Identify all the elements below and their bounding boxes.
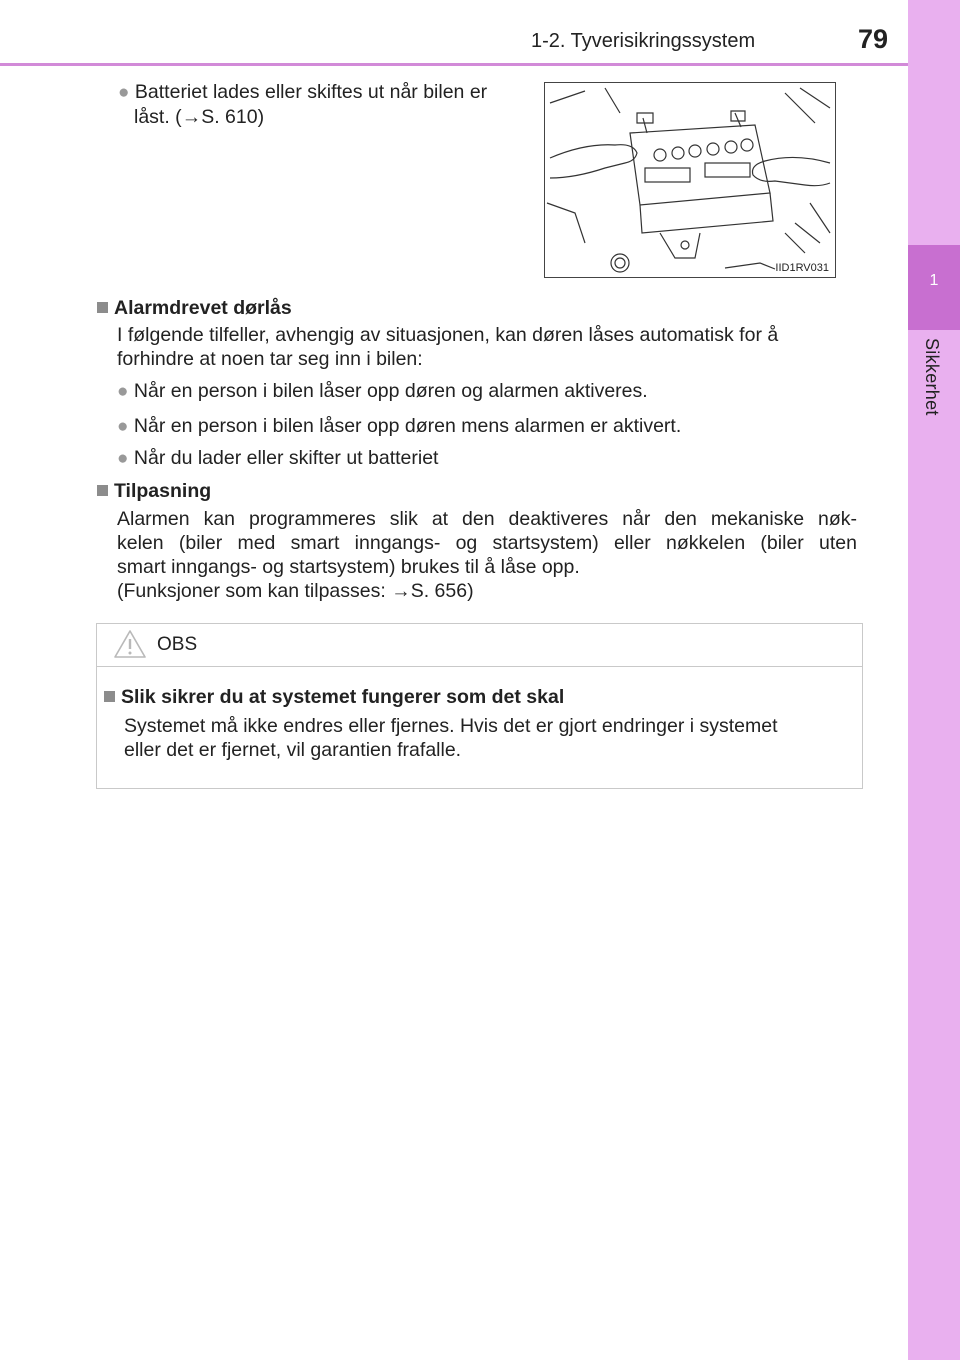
intro-line1: Batteriet lades eller skiftes ut når bilen er [134, 81, 488, 103]
arrow-icon: → [181, 106, 202, 128]
intro-line2: låst. ( [134, 106, 182, 128]
notice-body [124, 714, 854, 762]
chapter-side-tab [908, 0, 960, 1360]
bullet-icon: ● [117, 448, 129, 469]
notice-line2: eller det er fjernet, vil garantien frafalle. [124, 739, 462, 761]
page-number: 79 [858, 24, 889, 54]
notice-line1: Systemet må ikke endres eller fjernes. Hvis det er gjort endringer i systemet [124, 715, 778, 737]
notice-box [96, 623, 863, 789]
section-header: 1-2. Tyverisikringssystem [531, 30, 756, 52]
list-item [117, 414, 681, 439]
list-item [117, 379, 648, 404]
battery-illustration [544, 82, 836, 278]
bullet-icon: ● [118, 82, 130, 103]
list-item-text: Når en person i bilen låser opp døren mens alarmen er aktivert. [133, 415, 682, 437]
custom-line4-prefix: (Funksjoner som kan tilpasses: [117, 580, 392, 602]
section-alarm-body [117, 323, 857, 371]
warning-triangle-icon [113, 628, 147, 660]
notice-header [97, 624, 862, 667]
chapter-title: Sikkerhet [922, 338, 942, 416]
list-item-text: Når en person i bilen låser opp døren og alarmen aktiveres. [133, 380, 648, 402]
header-divider [0, 63, 908, 66]
square-bullet-icon [104, 691, 115, 702]
section-custom-body [117, 507, 857, 603]
custom-line4 [117, 579, 857, 603]
square-bullet-icon [97, 302, 108, 313]
intro-bullet [118, 80, 538, 129]
custom-line2: kelen (biler med smart inngangs- og startsystem) eller nøkkelen (biler uten [117, 532, 857, 554]
bullet-icon: ● [117, 381, 129, 402]
square-bullet-icon [97, 485, 108, 496]
section-alarm-title-text: Alarmdrevet dørlås [114, 297, 292, 319]
custom-line1: Alarmen kan programmeres slik at den deaktiveres når den mekaniske nøk- [117, 508, 857, 530]
list-item-text: Når du lader eller skifter ut batteriet [133, 447, 439, 469]
notice-title-text: Slik sikrer du at systemet fungerer som det skal [121, 686, 565, 708]
figure-code: IID1RV031 [775, 262, 829, 274]
section-alarm-title [97, 296, 292, 320]
alarm-body-line1: I følgende tilfeller, avhengig av situasjonen, kan døren låses automatisk for å [117, 324, 779, 346]
custom-line3: smart inngangs- og startsystem) brukes til å låse opp. [117, 556, 580, 578]
battery-drawing [545, 83, 835, 277]
section-custom-title [97, 479, 211, 503]
list-item [117, 446, 438, 471]
arrow-icon: → [391, 580, 411, 602]
page-ref: S. 656) [410, 580, 474, 602]
page-ref: S. 610) [201, 106, 265, 128]
section-custom-title-text: Tilpasning [114, 480, 212, 502]
notice-label: OBS [157, 634, 198, 655]
chapter-number: 1 [929, 272, 939, 289]
bullet-icon: ● [117, 416, 129, 437]
notice-title [104, 685, 564, 709]
alarm-body-line2: forhindre at noen tar seg inn i bilen: [117, 348, 423, 370]
